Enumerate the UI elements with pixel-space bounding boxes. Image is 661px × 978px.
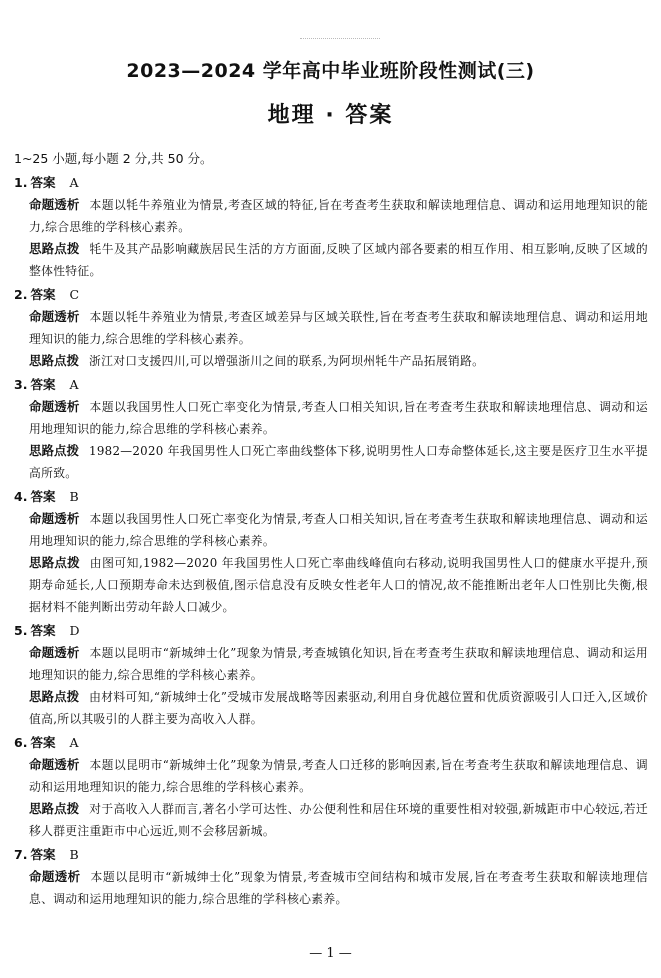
hint-label: 思路点拨 [29, 353, 80, 368]
analysis-paragraph [14, 306, 648, 350]
page-number: — 1 — [309, 946, 352, 961]
answer-label: 答案 [30, 735, 56, 750]
answer-letter: A [69, 175, 79, 190]
analysis-paragraph-text: 本题以昆明市“新城绅士化”现象为情景,考查城市空间结构和城市发展,旨在考查考生获取和解读地理信息、调动和运用地理知识的能力,综合思维的学科核心素养。 [29, 870, 648, 906]
analysis-label: 命题透析 [29, 869, 81, 884]
analysis-paragraph [14, 642, 648, 686]
analysis-paragraph-text: 本题以牦牛养殖业为情景,考查区域差异与区域关联性,旨在考查考生获取和解读地理信息、调动和运用地理知识的能力,综合思维的学科核心素养。 [29, 310, 648, 346]
analysis-label: 命题透析 [29, 757, 80, 772]
analysis-paragraph [14, 194, 648, 238]
hint-label: 思路点拨 [29, 801, 80, 816]
analysis-paragraph [14, 866, 648, 910]
answer-content [14, 148, 648, 912]
question-number: 1. [14, 175, 28, 190]
question-item [14, 172, 648, 282]
question-answer-line [14, 844, 648, 866]
analysis-paragraph-text: 本题以昆明市“新城绅士化”现象为情景,考查人口迁移的影响因素,旨在考查考生获取和解读地理信息、调动和运用地理知识的能力,综合思维的学科核心素养。 [29, 758, 648, 794]
answer-label: 答案 [30, 377, 56, 392]
hint-paragraph [14, 686, 648, 730]
answer-label: 答案 [30, 847, 56, 862]
question-item [14, 620, 648, 730]
answer-letter: A [69, 735, 79, 750]
answer-label: 答案 [30, 489, 56, 504]
question-answer-line [14, 284, 648, 306]
question-number: 5. [14, 623, 28, 638]
question-item [14, 486, 648, 618]
analysis-label: 命题透析 [29, 645, 80, 660]
hint-paragraph-text: 浙江对口支援四川,可以增强浙川之间的联系,为阿坝州牦牛产品拓展销路。 [89, 354, 485, 368]
question-answer-line [14, 732, 648, 754]
hint-label: 思路点拨 [29, 443, 80, 458]
question-number: 2. [14, 287, 28, 302]
answer-label: 答案 [30, 287, 56, 302]
answer-label: 答案 [30, 623, 56, 638]
question-item [14, 844, 648, 910]
analysis-paragraph-text: 本题以我国男性人口死亡率变化为情景,考查人口相关知识,旨在考查考生获取和解读地理信息、调动和运用地理知识的能力,综合思维的学科核心素养。 [29, 400, 648, 436]
analysis-paragraph [14, 396, 648, 440]
analysis-label: 命题透析 [29, 399, 80, 414]
header-decoration [300, 38, 380, 45]
question-number: 6. [14, 735, 28, 750]
analysis-paragraph [14, 508, 648, 552]
question-number: 4. [14, 489, 28, 504]
page-subtitle: 地理 · 答案 [267, 103, 394, 128]
analysis-label: 命题透析 [29, 511, 80, 526]
answer-letter: A [69, 377, 79, 392]
hint-label: 思路点拨 [29, 689, 80, 704]
hint-paragraph-text: 牦牛及其产品影响藏族居民生活的方方面面,反映了区域内部各要素的相互作用、相互影响,反映了区域的整体性特征。 [29, 242, 648, 278]
question-item [14, 374, 648, 484]
answer-label: 答案 [30, 175, 56, 190]
analysis-paragraph-text: 本题以我国男性人口死亡率变化为情景,考查人口相关知识,旨在考查考生获取和解读地理信息、调动和运用地理知识的能力,综合思维的学科核心素养。 [29, 512, 648, 548]
intro-text: 1~25 小题,每小题 2 分,共 50 分。 [14, 151, 213, 166]
question-list [14, 172, 648, 910]
analysis-paragraph-text: 本题以牦牛养殖业为情景,考查区域的特征,旨在考查考生获取和解读地理信息、调动和运用地理知识的能力,综合思维的学科核心素养。 [29, 198, 648, 234]
question-number: 7. [14, 847, 28, 862]
answer-letter: B [69, 847, 79, 862]
page-title: 2023—2024 学年高中毕业班阶段性测试(三) [126, 60, 535, 82]
question-item [14, 732, 648, 842]
question-answer-line [14, 486, 648, 508]
hint-paragraph [14, 798, 648, 842]
analysis-paragraph [14, 754, 648, 798]
hint-paragraph [14, 552, 648, 618]
hint-paragraph [14, 440, 648, 484]
analysis-label: 命题透析 [29, 197, 80, 212]
question-item [14, 284, 648, 372]
hint-paragraph [14, 350, 648, 372]
answer-letter: B [69, 489, 79, 504]
hint-label: 思路点拨 [29, 241, 80, 256]
answer-letter: C [69, 287, 80, 302]
question-number: 3. [14, 377, 28, 392]
hint-paragraph-text: 对于高收入人群而言,著名小学可达性、办公便利性和居住环境的重要性相对较强,新城距市中心较远,若迁移人群更注重距市中心远近,则不会移居新城。 [29, 802, 648, 838]
hint-paragraph-text: 由材料可知,“新城绅士化”受城市发展战略等因素驱动,利用自身优越位置和优质资源吸引人口迁入,区域价值高,所以其吸引的人群主要为高收入人群。 [29, 690, 648, 726]
question-answer-line [14, 172, 648, 194]
analysis-label: 命题透析 [29, 309, 80, 324]
question-answer-line [14, 620, 648, 642]
answer-letter: D [69, 623, 80, 638]
hint-label: 思路点拨 [29, 555, 80, 570]
analysis-paragraph-text: 本题以昆明市“新城绅士化”现象为情景,考查城镇化知识,旨在考查考生获取和解读地理信息、调动和运用地理知识的能力,综合思维的学科核心素养。 [29, 646, 648, 682]
hint-paragraph [14, 238, 648, 282]
hint-paragraph-text: 1982—2020 年我国男性人口死亡率曲线整体下移,说明男性人口寿命整体延长,这主要是医疗卫生水平提高所致。 [29, 444, 648, 480]
question-answer-line [14, 374, 648, 396]
hint-paragraph-text: 由图可知,1982—2020 年我国男性人口死亡率曲线峰值向右移动,说明我国男性人口的健康水平提升,预期寿命延长,人口预期寿命未达到极值,图示信息没有反映女性老年人口的情况,故不能推断出老年人口性别比失衡,根据材料不能判断出劳动年龄人口减少。 [29, 556, 648, 614]
